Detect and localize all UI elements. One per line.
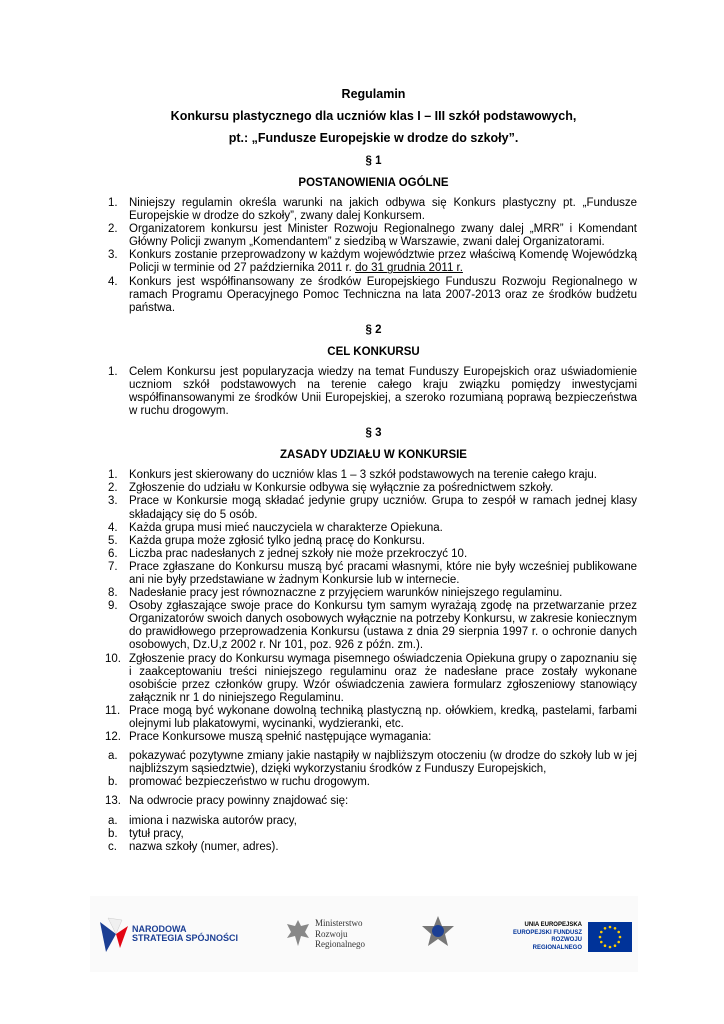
nss-text-1: NARODOWA xyxy=(132,924,187,934)
list-item: 3. Prace w Konkursie mogą składać jedynie grupy uczniów. Grupa to zespół w ramach jednej klasy składający się do 5 osób. xyxy=(108,495,637,521)
list-item: 12. Prace Konkursowe muszą spełnić następujące wymagania: xyxy=(105,731,432,744)
nss-logo xyxy=(96,916,241,960)
police-star-icon xyxy=(420,914,456,954)
list-item: 11. Prace mogą być wykonane dowolną techniką plastyczną np. ołówkiem, kredką, pastelami, farbami olejnymi lub plakatowymi, wycinanki, wydzieranki, etc. xyxy=(105,704,637,730)
list-item: b. promować bezpieczeństwo w ruchu drogowym. xyxy=(108,776,370,789)
list-item: 1. Niniejszy regulamin określa warunki na jakich odbywa się Konkurs plastyczny pt. „Fundusze Europejskie w drodze do szkoły”, zwany dalej Konkursem. xyxy=(108,197,637,223)
item-12-sublist xyxy=(110,750,637,789)
list-item: 7. Prace zgłaszane do Konkursu muszą być pracami własnymi, które nie były wcześniej publikowane ani nie były przedstawiane w żadnym Konkursie lub w internecie. xyxy=(108,560,637,586)
document-subtitle-2: pt.: „Fundusze Europejskie w drodze do szkoły”. xyxy=(228,131,519,145)
eu-logo xyxy=(510,916,632,958)
document-title: Regulamin xyxy=(341,87,406,101)
eu-flag-icon xyxy=(588,922,632,952)
section-3-list xyxy=(105,469,637,744)
deadline-date: do 31 grudnia 2011 r. xyxy=(355,262,463,275)
mrr-text-1: Ministerstwo xyxy=(315,918,363,928)
list-item: a. imiona i nazwiska autorów pracy, xyxy=(108,814,297,827)
item-13-sublist xyxy=(110,815,637,854)
section-3-list-cont xyxy=(105,795,637,808)
eu-text-2: EUROPEJSKI FUNDUSZ xyxy=(512,929,582,936)
document-subtitle: Konkursu plastycznego dla uczniów klas I – III szkół podstawowych, xyxy=(170,109,577,123)
section-3-symbol: § 3 xyxy=(365,427,382,440)
footer-logos xyxy=(90,896,638,972)
section-1-symbol: § 1 xyxy=(365,155,382,167)
list-item: 8. Nadesłanie pracy jest równoznaczne z przyjęciem warunków niniejszego regulaminu. xyxy=(108,587,563,600)
list-item: 2. Organizatorem konkursu jest Minister Rozwoju Regionalnego zwany dalej „MRR” i Komendant Główny Policji zwanym „Komendantem” z siedzibą w Warszawie, zwani dalej Organizatorami. xyxy=(108,223,637,249)
list-item: 4. Konkurs jest współfinansowany ze środków Europejskiego Funduszu Rozwoju Regionalnego w ramach Programu Operacyjnego Pomoc Techniczna na lata 2007-2013 oraz ze środków budżetu państwa. xyxy=(108,275,637,314)
eu-text-3: ROZWOJU REGIONALNEGO xyxy=(532,937,582,951)
list-item: 9. Osoby zgłaszające swoje prace do Konkursu tym samym wyrażają zgodę na przetwarzanie przez Organizatorów swoich danych osobowych wyłącznie na potrzeby Konkursu, w zakresie koniecznym do prawidłowego przeprowadzenia Konkursu (ustawa z dnia 29 sierpnia 1997 r. o ochronie danych osobowych, Dz.U,z 2002 r. Nr 101, poz. 926 z późn. zm.). xyxy=(108,600,637,652)
nss-text-2: STRATEGIA SPÓJNOŚCI xyxy=(132,933,239,943)
list-item: 5. Każda grupa może zgłosić tylko jedną pracę do Konkursu. xyxy=(108,534,425,547)
section-2-heading: CEL KONKURSU xyxy=(327,345,420,358)
section-3-heading: ZASADY UDZIAŁU W KONKURSIE xyxy=(280,449,467,462)
list-item: 3. Konkurs zostanie przeprowadzony w każdym województwie przez właściwą Komendę Wojewódzką Policji w terminie od 27 października 2011 r. do 31 grudnia 2011 r. xyxy=(108,249,637,275)
list-item: 4. Każda grupa musi mieć nauczyciela w charakterze Opiekuna. xyxy=(108,521,443,534)
list-item: 6. Liczba prac nadesłanych z jednej szkoły nie może przekroczyć 10. xyxy=(108,547,468,560)
eagle-icon xyxy=(285,918,311,948)
police-logo xyxy=(420,914,456,954)
section-1-list xyxy=(110,197,637,315)
document-page xyxy=(105,80,637,854)
list-item: a. pokazywać pozytywne zmiany jakie nastąpiły w najbliższym otoczeniu (w drodze do szkoły lub w jej najbliższym sąsiedztwie), dzięki wykorzystaniu środków z Funduszy Europejskich, xyxy=(108,750,637,776)
mrr-text-2: Rozwoju xyxy=(315,928,348,939)
eu-text-1: UNIA EUROPEJSKA xyxy=(524,922,582,928)
list-item: 1. Konkurs jest skierowany do uczniów klas 1 – 3 szkół podstawowych na terenie całego kraju. xyxy=(108,469,597,482)
section-1-heading: POSTANOWIENIA OGÓLNE xyxy=(298,177,449,189)
list-item: 2. Zgłoszenie do udziału w Konkursie odbywa się wyłącznie za pośrednictwem szkoły. xyxy=(108,482,554,495)
section-2-symbol: § 2 xyxy=(365,323,382,336)
list-item: b. tytuł pracy, xyxy=(108,827,184,840)
nss-star-icon xyxy=(96,916,130,956)
list-item: 13. Na odwrocie pracy powinny znajdować się: xyxy=(105,795,349,808)
list-item: c. nazwa szkoły (numer, adres). xyxy=(108,840,279,853)
list-item: 10. Zgłoszenie pracy do Konkursu wymaga pisemnego oświadczenia Opiekuna grupy o zapoznaniu się i zaakceptowaniu treści niniejszego regulaminu oraz że nadesłane prace zostały wykonane osobiście przez członków grupy. Wzór oświadczenia zawiera formularz zgłoszeniowy stanowiący załącznik nr 1 do niniejszego Regulaminu. xyxy=(105,652,637,704)
mrr-text-3: Regionalnego xyxy=(315,939,365,949)
mrr-logo xyxy=(285,912,385,962)
section-2-list xyxy=(110,366,637,418)
list-item: 1. Celem Konkursu jest popularyzacja wiedzy na temat Funduszy Europejskich oraz uświadomienie uczniom szkół podstawowych na terenie całego kraju związku pomiędzy inwestycjami współfinansowanymi ze środków Unii Europejskiej, a szeroko rozumianą poprawą bezpieczeństwa w ruchu drogowym. xyxy=(108,365,637,418)
